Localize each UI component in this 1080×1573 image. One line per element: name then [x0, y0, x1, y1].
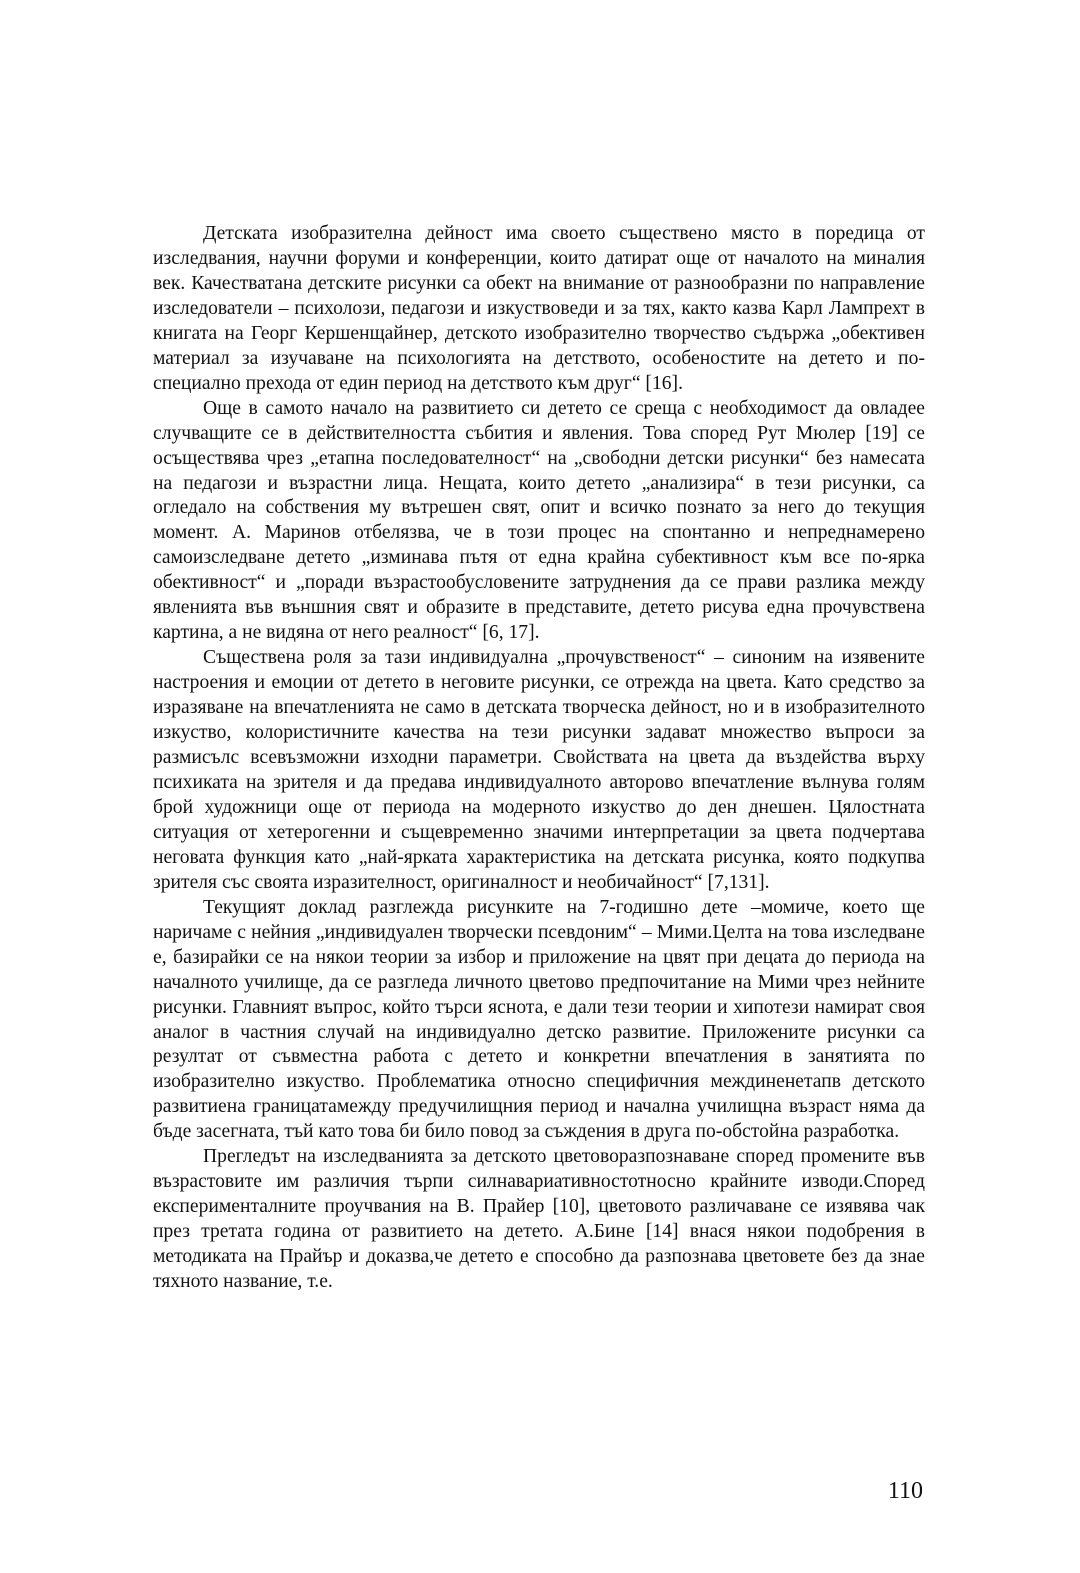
page-number: 110: [887, 1478, 923, 1504]
paragraph-3: Съществена роля за тази индивидуална „прочувственост“ – синоним на изявените настроения и емоции от детето в неговите рисунки, се отрежда на цвета. Като средство за изразяване на впечатленията не само в детската творческа дейност, но и в изобразителното изкуство, колористичните качества на тези рисунки задават множество въпроси за размисълс всевъзможни изходни параметри. Свойствата на цвета да въздейства върху психиката на зрителя и да предава индивидуалното авторово впечатление вълнува голям брой художници още от периода на модерното изкуство до ден днешен. Цялостната ситуация от хетерогенни и същевременно значими интерпретации за цвета подчертава неговата функция като „най-ярката характеристика на детската рисунка, която подкупва зрителя със своята изразителност, оригиналност и необичайност“ [7,131].: [153, 647, 925, 893]
paragraph-4: Текущият доклад разглежда рисунките на 7-годишно дете –момиче, което ще наричаме с нейния „индивидуален творчески псевдоним“ – Мими.Целта на това изследване е, базирайки се на някои теории за избор и приложение на цвят при децата до периода на началното училище, да се разгледа личното цветово предпочитание на Мими чрез нейните рисунки. Главният въпрос, който търси яснота, е дали тези теории и хипотези намират своя аналог в частния случай на индивидуално детско развитие. Приложените рисунки са резултат от съвместна работа с детето и конкретни впечатления в занятията по изобразително изкуство. Проблематика относно специфичния междиненетапв детското развитиена границатамежду предучилищния период и начална училищна възраст няма да бъде засегната, тъй като това би било повод за съждения в друга по-обстойна разработка.: [153, 896, 925, 1143]
paragraph-2: Още в самото начало на развитието си детето се среща с необходимост да овладее случващите се в действителността събития и явления. Това според Рут Мюлер [19] се осъществява чрез „етапна последователност“ на „свободни детски рисунки“ без намесата на педагози и възрастни лица. Нещата, които детето „анализира“ в тези рисунки, са огледало на собствения му вътрешен свят, опит и всичко познато за него до текущия момент. А. Маринов отбелязва, че в този процес на спонтанно и непреднамерено самоизследване детето „изминава пътя от една крайна субективност към все по-ярка обективност“ и „поради възрастообусловените затруднения да се прави разлика между явленията във външния свят и образите в представите, детето рисува една прочувствена картина, а не видяна от него реалност“ [6, 17].: [153, 397, 925, 644]
paragraph-5: Прегледът на изследванията за детското цветоворазпознаване според промените във възрастовите им различия търпи силнавариативностотносно крайните изводи.Според експерименталните проучвания на В. Прайер [10], цветовото различаване се изявява чак през третата година от развитието на детето. А.Бине [14] внася някои подобрения в методиката на Прайър и доказва,че детето е способно да разпознава цветовете без да знае тяхното название, т.е.: [153, 1146, 925, 1293]
body-text: [153, 222, 925, 1295]
paragraph-1: Детската изобразителна дейност има своето съществено място в поредица от изследвания, научни форуми и конференции, които датират още от началото на миналия век. Качестватана детските рисунки са обект на внимание от разнообразни по направление изследователи – психолози, педагози и изкуствоведи и за тях, както казва Карл Лампрехт в книгата на Георг Кершенщайнер, детското изобразително творчество съдържа „обективен материал за изучаване на психологията на детството, особеностите на детето и по-специално прехода от един период на детството към друг“ [16].: [153, 223, 925, 394]
